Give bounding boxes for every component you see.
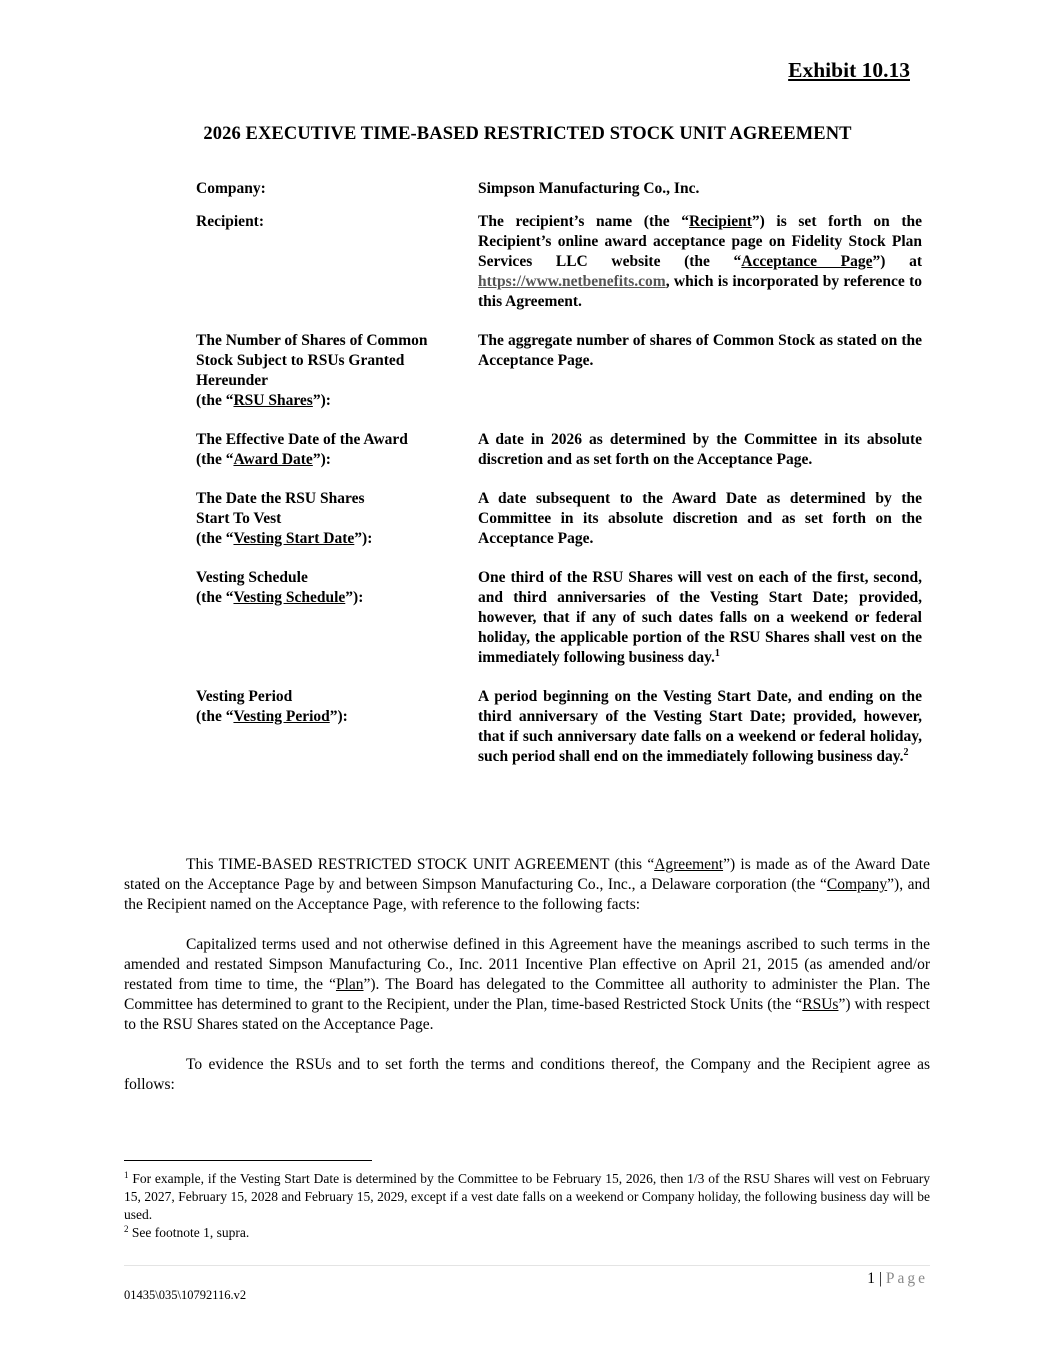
term-row-rsu-shares — [196, 331, 922, 411]
text-fragment: ”) is made as of the Award Date stated on the Acceptance Page by and between Simpson Manufacturing Co., Inc., a Delaware corporation (the “ — [124, 856, 930, 893]
label-text: (the “ — [196, 589, 234, 606]
footnotes — [124, 1170, 930, 1242]
label-text: (the “ — [196, 530, 234, 547]
terms-table — [196, 179, 922, 786]
term-row-vesting-start — [196, 489, 922, 549]
defined-term-acceptance-page: Acceptance Page — [741, 253, 873, 270]
agreement-body — [124, 855, 930, 1115]
footnote-1 — [124, 1170, 930, 1224]
term-value-company: Simpson Manufacturing Co., Inc. — [478, 180, 700, 197]
label-text: Vesting Schedule — [196, 569, 308, 586]
defined-term-award-date: Award Date — [233, 451, 313, 468]
text-fragment: ”) with respect to the RSU Shares stated on the Acceptance Page. — [124, 996, 930, 1033]
footnote-text: See footnote 1, supra. — [128, 1225, 250, 1240]
label-text: ”): — [329, 708, 348, 725]
term-row-recipient — [196, 212, 922, 312]
label-text: The Effective Date of the Award — [196, 431, 408, 448]
defined-term-vesting-start-date: Vesting Start Date — [233, 530, 355, 547]
term-row-company — [196, 179, 922, 199]
term-label-vesting-period — [196, 687, 478, 767]
text-fragment: , which is incorporated by reference to this Agreement. — [478, 273, 922, 310]
defined-term-company: Company — [826, 876, 888, 893]
term-label-vesting-schedule — [196, 568, 478, 668]
defined-term-recipient: Recipient — [689, 213, 752, 230]
footnote-2 — [124, 1224, 930, 1242]
agreement-title: 2026 EXECUTIVE TIME-BASED RESTRICTED STOCK UNIT AGREEMENT — [203, 124, 852, 144]
netbenefits-link[interactable]: https://www.netbenefits.com — [478, 273, 666, 290]
page-word: Page — [885, 1270, 928, 1287]
term-value-vesting-schedule — [478, 568, 922, 668]
term-label-rsu-shares — [196, 331, 466, 411]
value-text: A period beginning on the Vesting Start Date, and ending on the third anniversary of the Vesting Start Date; provided, however, that if such anniversary date falls on a weekend or federal holiday, such period shall end on the immediately following business day. — [478, 688, 922, 765]
term-value-recipient — [478, 212, 922, 312]
exhibit-number: Exhibit 10.13 — [788, 58, 910, 82]
defined-term-rsu-shares: RSU Shares — [233, 392, 313, 409]
label-text: (the “ — [196, 451, 234, 468]
text-fragment: Capitalized terms used and not otherwise defined in this Agreement have the meanings ascribed to such terms in the amended and restated Simpson Manufacturing Co., Inc. 2011 Incentive Plan effective on April 21, 2015 (as amended and/or restated from time to time, the “ — [124, 936, 930, 993]
term-row-award-date — [196, 430, 922, 470]
term-label-award-date — [196, 430, 478, 470]
defined-term-plan: Plan — [335, 976, 364, 993]
footnote-divider — [124, 1160, 372, 1161]
body-paragraph-2 — [124, 935, 930, 1035]
text-fragment: ”), and the Recipient named on the Acceptance Page, with reference to the following facts: — [124, 876, 931, 913]
label-text: ”): — [312, 392, 331, 409]
label-text: ”): — [354, 530, 373, 547]
label-text: The Number of Shares of Common Stock Subject to RSUs Granted Hereunder — [196, 332, 428, 389]
text-fragment: The recipient’s name (the “ — [478, 213, 690, 230]
footer-divider — [124, 1265, 930, 1266]
footnote-mark-1: 1 — [124, 1170, 129, 1180]
term-row-vesting-schedule — [196, 568, 922, 668]
footnote-ref-2[interactable]: 2 — [903, 747, 909, 758]
label-text: (the “ — [196, 708, 234, 725]
defined-term-agreement: Agreement — [654, 856, 724, 873]
page-separator: | — [875, 1270, 886, 1287]
term-label-company: Company: — [196, 180, 266, 197]
footnote-mark-2: 2 — [124, 1224, 129, 1234]
term-row-vesting-period — [196, 687, 922, 767]
defined-term-vesting-period: Vesting Period — [233, 708, 330, 725]
defined-term-rsus: RSUs — [802, 996, 839, 1013]
text-fragment: ”). The Board has delegated to the Committee all authority to administer the Plan. The Committee has determined to grant to the Recipient, under the Plan, time-based Restricted Stock Units (the “ — [124, 976, 930, 1013]
document-id: 01435\035\10792116.v2 — [124, 1288, 247, 1302]
term-value-vesting-start: A date subsequent to the Award Date as determined by the Committee in its absolute discretion and as set forth on the Acceptance Page. — [478, 490, 922, 547]
body-paragraph-1 — [124, 855, 930, 915]
footnote-text: For example, if the Vesting Start Date is determined by the Committee to be February 15, 2026, then 1/3 of the RSU Shares will vest on February 15, 2027, February 15, 2028 and February 15, 2029, except if a vest date falls on a weekend or Company holiday, the following business day will be used. — [124, 1171, 930, 1222]
term-label-vesting-start — [196, 489, 396, 549]
term-value-vesting-period — [478, 687, 922, 767]
term-value-award-date: A date in 2026 as determined by the Committee in its absolute discretion and as set forth on the Acceptance Page. — [478, 431, 922, 468]
body-paragraph-3: To evidence the RSUs and to set forth the terms and conditions thereof, the Company and the Recipient agree as follows: — [124, 1056, 930, 1093]
label-text: (the “ — [196, 392, 234, 409]
term-label-recipient: Recipient: — [196, 213, 265, 230]
page-number-value: 1 — [867, 1270, 875, 1287]
page-number — [867, 1270, 928, 1288]
label-text: The Date the RSU Shares Start To Vest — [196, 490, 365, 527]
label-text: Vesting Period — [196, 688, 293, 705]
defined-term-vesting-schedule: Vesting Schedule — [233, 589, 346, 606]
text-fragment: ”) is set forth on the Recipient’s online award acceptance page on Fidelity Stock Plan Services LLC website (the “ — [478, 213, 922, 270]
footnote-ref-1[interactable]: 1 — [714, 648, 720, 659]
text-fragment: ”) at — [872, 253, 922, 270]
label-text: ”): — [345, 589, 364, 606]
term-value-rsu-shares: The aggregate number of shares of Common Stock as stated on the Acceptance Page. — [478, 332, 922, 369]
text-fragment: This TIME-BASED RESTRICTED STOCK UNIT AGREEMENT (this “ — [186, 856, 655, 873]
label-text: ”): — [312, 451, 331, 468]
value-text: One third of the RSU Shares will vest on each of the first, second, and third anniversaries of the Vesting Start Date; provided, however, that if any of such dates falls on a weekend or federal holiday, the applicable portion of the RSU Shares shall vest on the immediately following business day. — [478, 569, 922, 666]
